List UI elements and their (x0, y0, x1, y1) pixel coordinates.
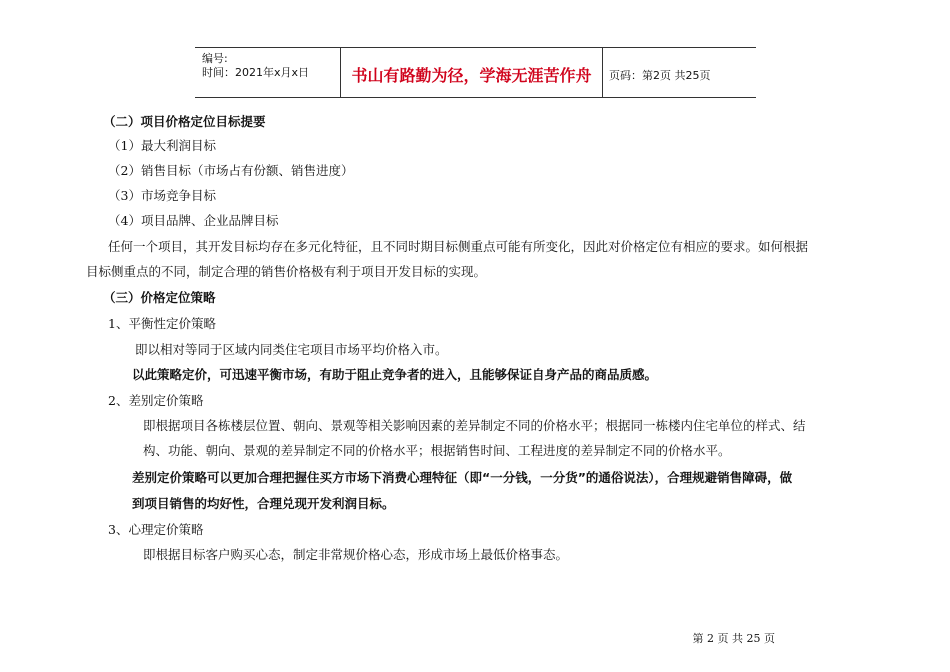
list-item: （2）销售目标（市场占有份额、销售进度） (108, 163, 354, 178)
number-label: 编号: (202, 52, 228, 65)
strategy1-title: 1、平衡性定价策略 (108, 316, 216, 331)
list-item: （4）项目品牌、企业品牌目标 (108, 213, 279, 228)
strategy3-desc: 即根据目标客户购买心态，制定非常规价格心态，形成市场上最低价格事态。 (143, 547, 569, 562)
strategy1-bold: 以此策略定价，可迅速平衡市场，有助于阻止竞争者的进入，且能够保证自身产品的商品质感。 (132, 367, 658, 382)
strategy2-title: 2、差别定价策略 (108, 393, 204, 408)
page-code: 页码：第2页 共25页 (609, 68, 711, 82)
strategy2-bold: 到项目销售的均好性，合理兑现开发利润目标。 (132, 496, 395, 511)
paragraph-line: 目标侧重点的不同，制定合理的销售价格极有利于项目开发目标的实现。 (86, 264, 487, 279)
list-item: （1）最大利润目标 (108, 138, 216, 153)
motto: 书山有路勤为径，学海无涯苦作舟 (341, 48, 603, 97)
strategy2-desc: 构、功能、朝向、景观的差异制定不同的价格水平；根据销售时间、工程进度的差异制定不同的价格水平。 (143, 443, 731, 458)
section3-title: （三）价格定位策略 (103, 290, 216, 305)
strategy2-desc: 即根据项目各栋楼层位置、朝向、景观等相关影响因素的差异制定不同的价格水平；根据同一栋楼内住宅单位的样式、结 (143, 418, 806, 433)
strategy3-title: 3、心理定价策略 (108, 522, 204, 537)
paragraph-line: 任何一个项目，其开发目标均存在多元化特征，且不同时期目标侧重点可能有所变化，因此对价格定位有相应的要求。如何根据 (108, 239, 809, 254)
header-left-cell (195, 48, 341, 97)
page-header (195, 47, 756, 98)
strategy1-desc: 即以相对等同于区域内同类住宅项目市场平均价格入市。 (135, 342, 448, 357)
time-label: 时间：2021年x月x日 (202, 66, 310, 79)
list-item: （3）市场竞争目标 (108, 188, 216, 203)
strategy2-bold: 差别定价策略可以更加合理把握住买方市场下消费心理特征（即“一分钱，一分货”的通俗说法），合理规避销售障碍，做 (132, 470, 793, 485)
section2-title: （二）项目价格定位目标提要 (103, 114, 266, 129)
page-footer: 第 2 页 共 25 页 (692, 632, 775, 645)
